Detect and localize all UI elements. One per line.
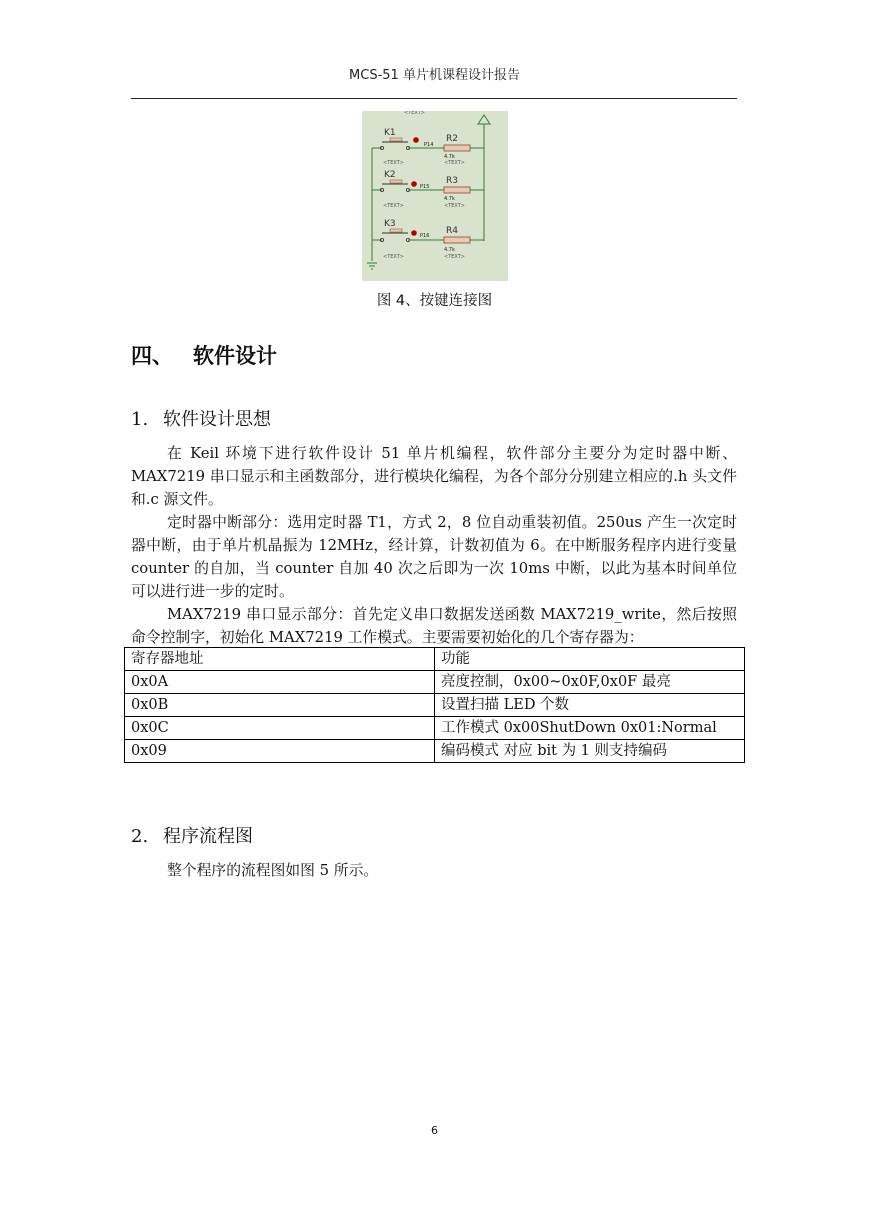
key-label: K3 bbox=[384, 219, 396, 229]
register-function: 工作模式 0x00ShutDown 0x01:Normal bbox=[435, 717, 745, 740]
page-number: 6 bbox=[431, 1124, 438, 1137]
probe-dot bbox=[411, 230, 417, 236]
text-placeholder: <TEXT> bbox=[383, 254, 404, 260]
resistor-value: 4.7k bbox=[444, 247, 455, 253]
subsection-number: 2. bbox=[131, 826, 149, 847]
probe-dot bbox=[411, 181, 417, 187]
probe-dot bbox=[413, 137, 419, 143]
register-function: 编码模式 对应 bit 为 1 则支持编码 bbox=[435, 740, 745, 763]
pin-label: P16 bbox=[420, 233, 430, 239]
pin-label: P14 bbox=[424, 142, 434, 148]
register-table bbox=[124, 647, 745, 763]
resistor-label: R4 bbox=[446, 226, 458, 236]
resistor-value: 4.7k bbox=[444, 154, 455, 160]
table-row bbox=[125, 694, 745, 717]
subsection-number: 1. bbox=[131, 409, 149, 430]
table-row bbox=[125, 740, 745, 763]
pin-label: P15 bbox=[420, 184, 430, 190]
resistor-value: 4.7k bbox=[444, 196, 455, 202]
text-placeholder: <TEXT> bbox=[383, 203, 404, 209]
resistor bbox=[444, 145, 470, 151]
key-connection-figure bbox=[362, 111, 508, 281]
paragraph-timer: 定时器中断部分：选用定时器 T1，方式 2，8 位自动重装初值。250us 产生一次定时器中断，由于单片机晶振为 12MHz，经计算，计数初值为 6。在中断服务程序内进行变量 counter 的自加，当 counter 自加 40 次之后即为一次 10ms 中断，以此为基本时间单位可以进行进一步的定时。 bbox=[131, 514, 737, 600]
text-placeholder: <TEXT> bbox=[383, 160, 404, 166]
header-rule bbox=[131, 98, 737, 99]
register-function: 设置扫描 LED 个数 bbox=[435, 694, 745, 717]
subsection-title: 软件设计思想 bbox=[163, 409, 271, 430]
table-row bbox=[125, 717, 745, 740]
register-address: 0x09 bbox=[125, 740, 435, 763]
paragraph-flowchart: 整个程序的流程图如图 5 所示。 bbox=[167, 862, 379, 879]
paragraph-keil: 在 Keil 环境下进行软件设计 51 单片机编程，软件部分主要分为定时器中断、MAX7219 串口显示和主函数部分，进行模块化编程，为各个部分分别建立相应的.h 头文件和.c 源文件。 bbox=[131, 445, 737, 508]
resistor-label: R2 bbox=[446, 134, 458, 144]
text-placeholder: <TEXT> bbox=[444, 160, 465, 166]
register-address: 0x0A bbox=[125, 671, 435, 694]
text-placeholder: <TEXT> bbox=[444, 203, 465, 209]
resistor-label: R3 bbox=[446, 176, 458, 186]
figure-caption: 图 4、按键连接图 bbox=[376, 293, 493, 309]
resistor bbox=[444, 237, 470, 243]
table-row bbox=[125, 671, 745, 694]
text-placeholder: <TEXT> bbox=[444, 254, 465, 260]
page-header: MCS-51 单片机课程设计报告 bbox=[349, 68, 520, 83]
key-label: K1 bbox=[384, 128, 396, 138]
subsection-title: 程序流程图 bbox=[163, 826, 253, 847]
figure-top-label: <TEXT> bbox=[404, 111, 425, 116]
resistor bbox=[444, 187, 470, 193]
table-header-cell: 功能 bbox=[435, 648, 745, 671]
register-address: 0x0C bbox=[125, 717, 435, 740]
section-title: 软件设计 bbox=[193, 344, 277, 368]
table-header-cell: 寄存器地址 bbox=[125, 648, 435, 671]
subsection-heading-1 bbox=[131, 405, 271, 431]
register-address: 0x0B bbox=[125, 694, 435, 717]
register-function: 亮度控制，0x00~0x0F,0x0F 最亮 bbox=[435, 671, 745, 694]
section-heading bbox=[131, 340, 277, 370]
table-header-row bbox=[125, 648, 745, 671]
section-number: 四、 bbox=[131, 344, 173, 368]
paragraph-max7219: MAX7219 串口显示部分：首先定义串口数据发送函数 MAX7219_write，然后按照命令控制字，初始化 MAX7219 工作模式。主要需要初始化的几个寄存器为： bbox=[131, 606, 737, 646]
key-label: K2 bbox=[384, 170, 396, 180]
subsection-heading-2 bbox=[131, 822, 253, 848]
